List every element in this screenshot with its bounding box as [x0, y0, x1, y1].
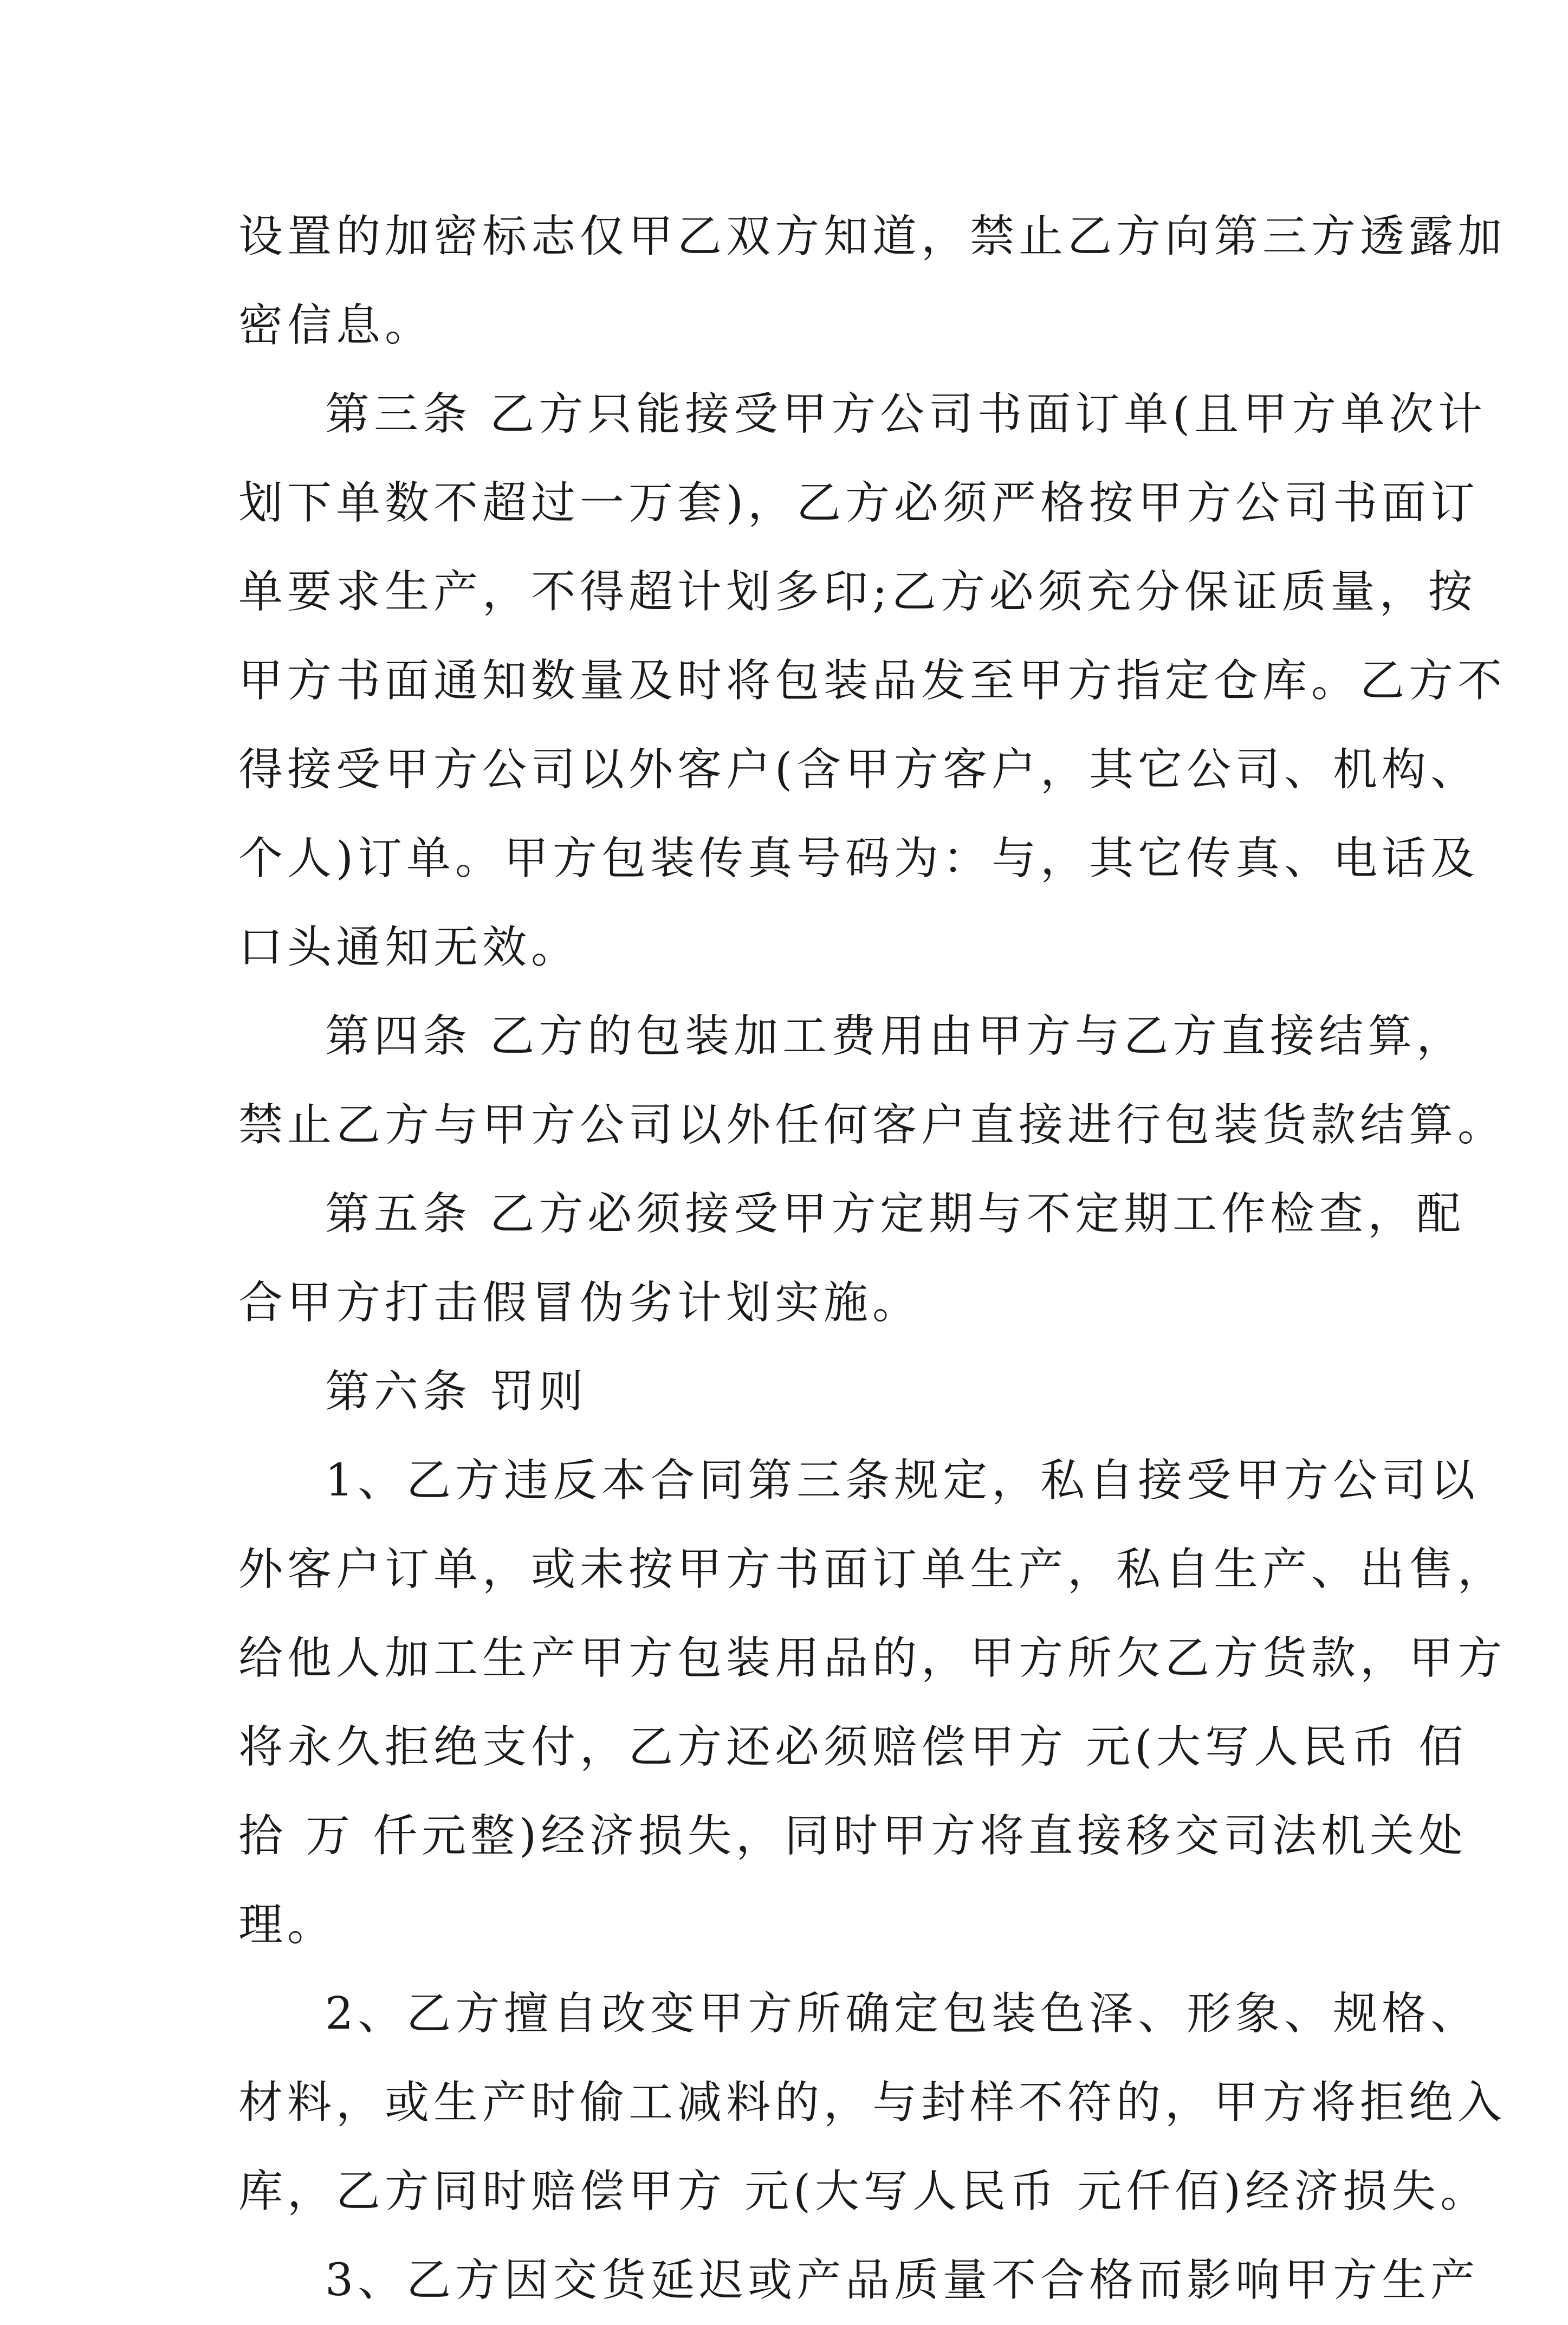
- article-3-heading-line: 第三条 乙方只能接受甲方公司书面订单(且甲方单次计: [325, 388, 1487, 440]
- text-line: 禁止乙方与甲方公司以外任何客户直接进行包装货款结算。: [238, 1099, 1507, 1151]
- text-line: 划下单数不超过一万套)，乙方必须严格按甲方公司书面订: [238, 477, 1479, 529]
- clause-3-line: 3、乙方因交货延迟或产品质量不合格而影响甲方生产: [325, 2255, 1480, 2306]
- text-line: 密信息。: [238, 300, 434, 351]
- article-4-heading-line: 第四条 乙方的包装加工费用由甲方与乙方直接结算，: [325, 1011, 1466, 1062]
- text-line: 给他人加工生产甲方包装用品的，甲方所欠乙方货款，甲方: [238, 1633, 1507, 1684]
- article-5-heading-line: 第五条 乙方必须接受甲方定期与不定期工作检查，配: [325, 1188, 1466, 1240]
- text-line: 将永久拒绝支付，乙方还必须赔偿甲方 元(大写人民币 佰: [238, 1721, 1468, 1773]
- text-line: 库，乙方同时赔偿甲方 元(大写人民币 元仟佰)经济损失。: [238, 2166, 1489, 2217]
- text-line: 设置的加密标志仅甲乙双方知道，禁止乙方向第三方透露加: [238, 211, 1507, 262]
- text-line: 口头通知无效。: [238, 922, 580, 973]
- clause-1-line: 1、乙方违反本合同第三条规定，私自接受甲方公司以: [325, 1455, 1480, 1506]
- text-line: 个人)订单。甲方包装传真号码为：与，其它传真、电话及: [238, 833, 1479, 884]
- text-line: 单要求生产，不得超计划多印;乙方必须充分保证质量，按: [238, 566, 1477, 618]
- text-line: 甲方书面通知数量及时将包装品发至甲方指定仓库。乙方不: [238, 655, 1507, 707]
- clause-2-line: 2、乙方擅自改变甲方所确定包装色泽、形象、规格、: [325, 1988, 1480, 2039]
- article-6-heading-line: 第六条 罚则: [325, 1366, 588, 1417]
- text-line: 拾 万 仟元整)经济损失，同时甲方将直接移交司法机关处: [238, 1810, 1468, 1862]
- text-line: 材料，或生产时偷工减料的，与封样不符的，甲方将拒绝入: [238, 2077, 1507, 2128]
- text-line: 理。: [238, 1899, 336, 1951]
- text-line: 外客户订单，或未按甲方书面订单生产，私自生产、出售，: [238, 1544, 1507, 1595]
- text-line: 得接受甲方公司以外客户(含甲方客户，其它公司、机构、: [238, 744, 1479, 795]
- contract-text: [238, 192, 1507, 2325]
- text-line: 合甲方打击假冒伪劣计划实施。: [238, 1277, 922, 1329]
